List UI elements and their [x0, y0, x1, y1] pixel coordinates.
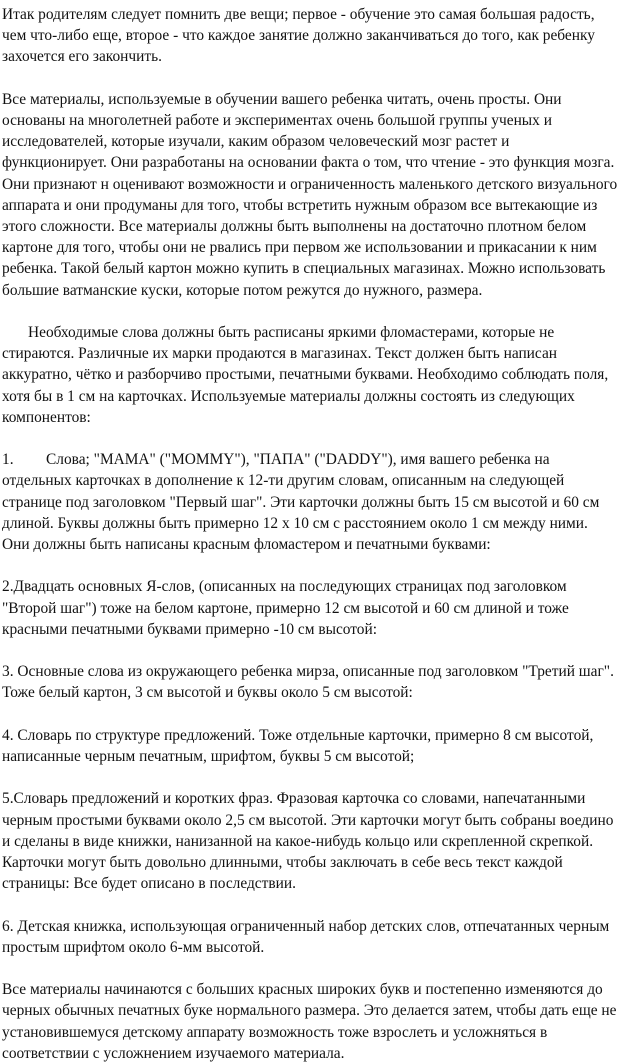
list-item-5: 5.Словарь предложений и коротких фраз. Фразовая карточка со словами, напечатанными черным простыми буквами около 2,5 см высотой. Эти карточки могут быть собраны воедино и сделаны в виде книжки, нанизанной на какое-нибудь кольцо или скрепленной скрепкой. Карточки могут быть довольно длинными, чтобы заключать в себе весь текст каждой страницы: Все будет описано в последствии.: [2, 790, 614, 893]
paragraph-markers: Необходимые слова должны быть расписаны яркими фломастерами, которые не стираются. Различные их марки продаются в магазинах. Текст должен быть написан аккуратно, чётко и разборчиво простыми, печатными буквами. Необходимо соблюдать поля, хотя бы в 1 см на карточках. Используемые материалы должны состоять из следующих компонентов:: [2, 324, 609, 426]
list-item-1-text: Слова; "МАМА" ("MOMMY"), "ПАПА" ("DADDY"), имя вашего ребенка на отдельных карточках в дополнение к 12-ти другим словам, описанным на следующей странице под заголовком "Первый шаг". Эти карточки должны быть 15 см высотой и 60 см длиной. Буквы должны быть примерно 12 х 10 см с расстоянием около 1 см между ними. Они должны быть написаны красным фломастером и печатными буквами:: [2, 451, 600, 554]
list-item-4: 4. Словарь по структуре предложений. Тоже отдельные карточки, примерно 8 см высотой, написанные черным печатным, шрифтом, буквы 5 см высотой;: [2, 726, 594, 766]
paragraph-materials: Все материалы, используемые в обучении вашего ребенка читать, очень просты. Они основаны на многолетней работе и экспериментах очень большой группы ученых и исследователей, которые изучали, каким образом человеческий мозг растет и функционирует. Они разработаны на основании факта о том, что чтение - это функция мозга. Они признают н оценивают возможности и ограниченность маленького детского визуального аппарата и они продуманы для того, чтобы встретить нужным образом все вытекающие из этого сложности. Все материалы должны быть выполнены на достаточно плотном белом картоне для того, чтобы они не рвались при первом же использовании и прикасании к ним ребенка. Такой белый картон можно купить в специальных магазинах. Можно использовать большие ватманские куски, которые потом режутся до нужного, размера.: [2, 90, 618, 299]
list-item-1-number: 1.: [2, 451, 14, 469]
list-item-2: 2.Двадцать основных Я-слов, (описанных на последующих страницах под заголовком "Второй шаг") тоже на белом картоне, примерно 12 см высотой и 60 см длиной и тоже красными печатными буквами примерно -10 см высотой:: [2, 578, 569, 638]
list-item-6: 6. Детская книжка, использующая ограниченный набор детских слов, отпечатанных черным простым шрифтом около 6-мм высотой.: [2, 917, 610, 956]
paragraph-conclusion: Все материалы начинаются с больших красных широких букв и постепенно изменяются до черных обычных печатных буке нормального размера. Это делается затем, чтобы дать еще не установившемуся детскому аппарату возможность тоже взрослеть и усложняться в соответствии с усложнением изучаемого материала.: [2, 981, 617, 1062]
list-item-3: 3. Основные слова из окружающего ребенка мирза, описанные под заголовком "Третий шаг". Тоже белый картон, 3 см высотой и буквы около 5 см высотой:: [2, 663, 614, 702]
list-item-1: [2, 449, 618, 555]
paragraph-intro: Итак родителям следует помнить две вещи; первое - обучение это самая большая радость, чем что-либо еще, второе - что каждое занятие должно заканчиваться до того, как ребенку захочется его закончить.: [2, 6, 595, 66]
